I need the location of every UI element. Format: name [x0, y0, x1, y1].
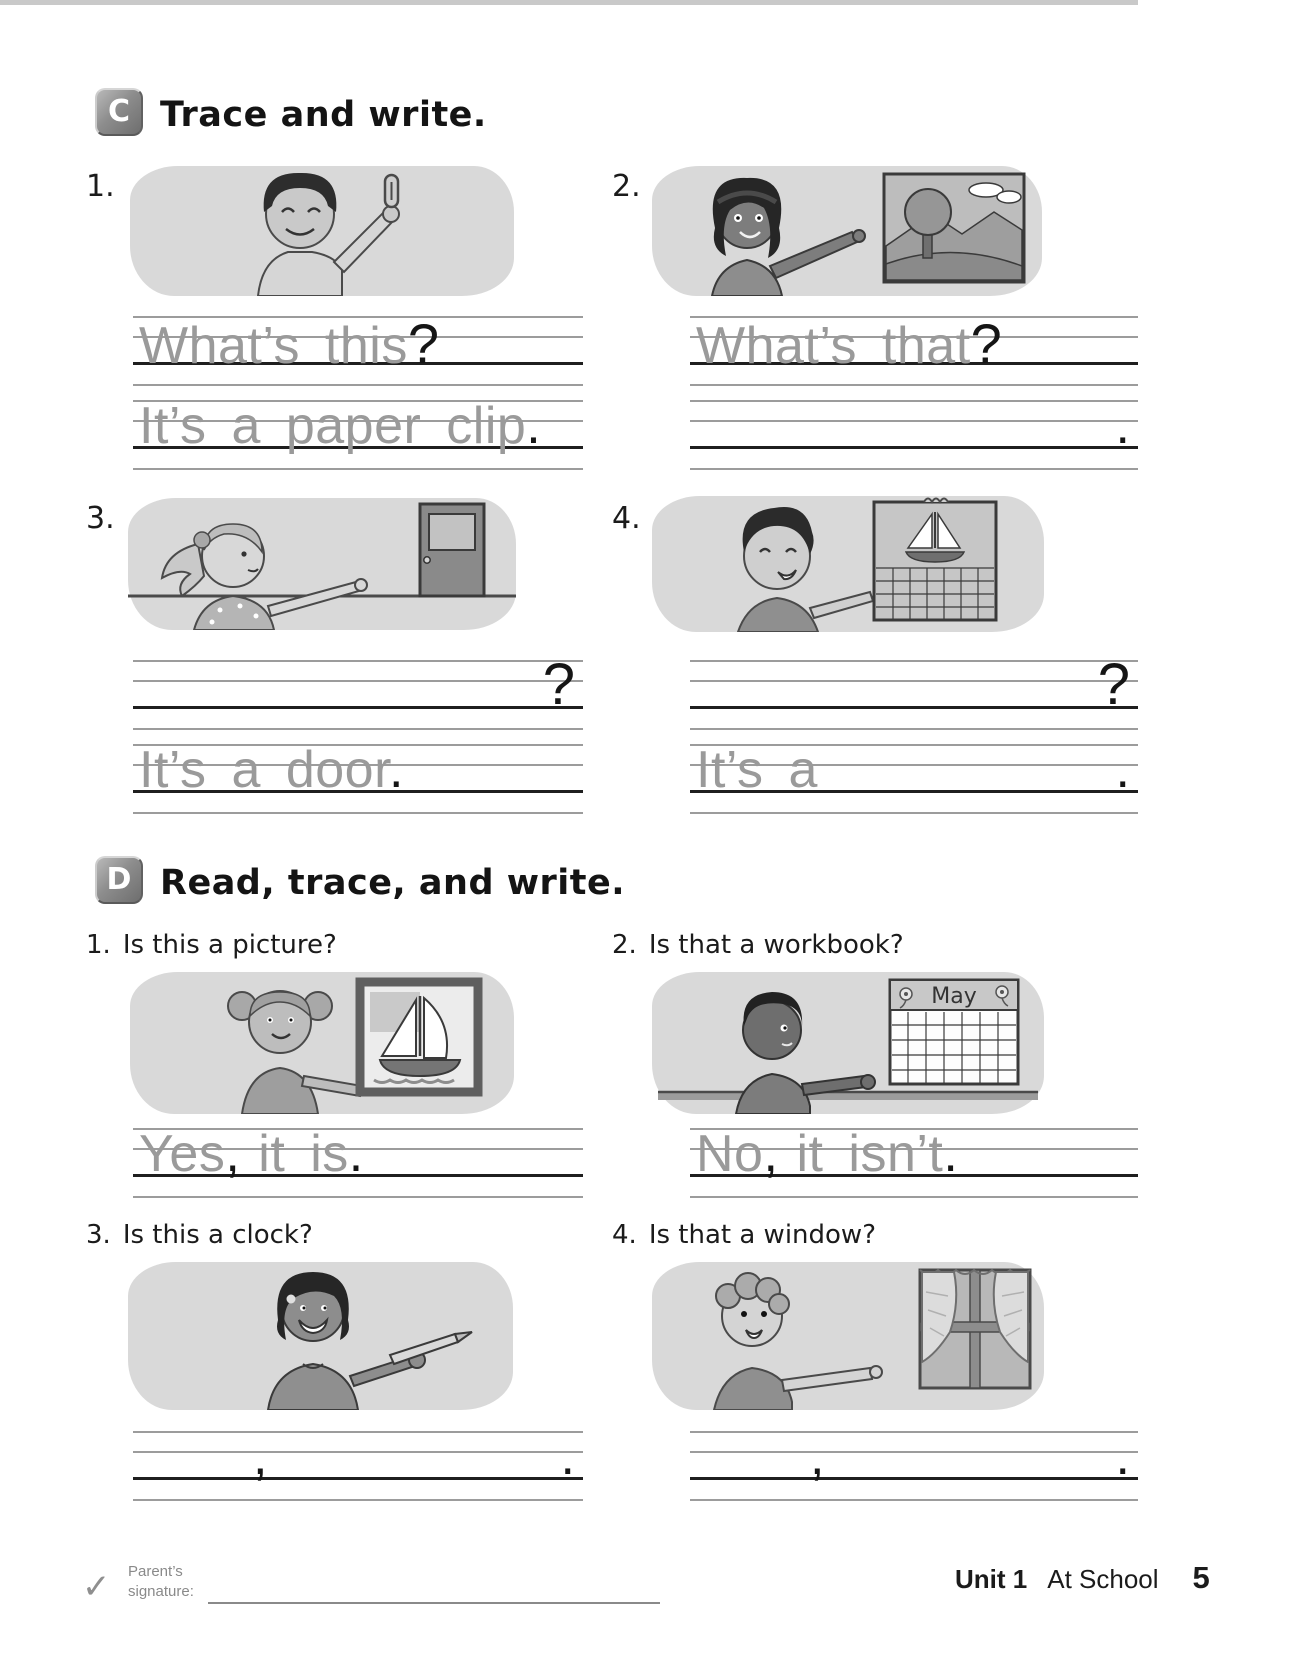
period: . [526, 397, 542, 455]
exercise-c3-number: 3. [86, 501, 115, 536]
question-d3 [86, 1222, 313, 1248]
question-d2-number: 2. [612, 930, 637, 960]
question-d3-text: Is this a clock? [122, 1220, 313, 1250]
exercise-c2-number: 2. [612, 169, 641, 204]
parents-signature-label [128, 1562, 194, 1601]
illustration-girl-pointing-at-door [128, 498, 516, 630]
period: . [1115, 1428, 1130, 1486]
question-mark: ? [407, 312, 440, 375]
page-edge-artifact [0, 0, 1138, 5]
illustration-boy-pointing-at-may-calendar [652, 972, 1044, 1114]
girl-picture-drawing [652, 166, 1042, 296]
question-mark: ? [542, 652, 575, 717]
question-mark: ? [970, 312, 1003, 375]
illustration-boy-holding-paper-clip [130, 166, 514, 296]
trace-text: It’s a [696, 741, 818, 799]
trace-row-c1-question [133, 312, 583, 386]
question-d4-number: 4. [612, 1220, 637, 1250]
period: . [1115, 397, 1130, 455]
write-row-d4-answer [690, 1428, 1138, 1501]
trace-text: What’s this [139, 317, 408, 375]
boy-window-drawing [652, 1262, 1044, 1410]
write-row-c4-question [690, 652, 1138, 730]
section-c-title: Trace and write. [160, 95, 487, 135]
illustration-girl-holding-sailboat-picture [130, 972, 514, 1114]
illustration-girl-holding-pencil [128, 1262, 513, 1410]
period: . [943, 1125, 959, 1183]
comma: , [810, 1428, 825, 1486]
trace-row-c3-answer [133, 741, 583, 814]
section-c-badge-letter: C [107, 94, 131, 129]
section-d-title: Read, trace, and write. [160, 863, 626, 903]
trace-text: No [696, 1125, 764, 1183]
trace-text: Yes [139, 1125, 226, 1183]
section-d-badge [95, 856, 143, 904]
question-d1 [86, 932, 337, 958]
section-c-badge [95, 88, 143, 136]
question-d2-text: Is that a workbook? [648, 930, 904, 960]
calendar-month-label: May [931, 984, 977, 1009]
illustration-boy-holding-calendar [652, 496, 1044, 632]
write-row-c2-answer [690, 397, 1138, 470]
period: . [389, 741, 404, 799]
exercise-c1-number: 1. [86, 169, 115, 204]
question-mark: ? [1097, 652, 1130, 717]
comma: , [763, 1125, 779, 1183]
question-d3-number: 3. [86, 1220, 111, 1250]
trace-text: It’s a paper clip [139, 397, 527, 455]
trace-row-c4-answer [690, 741, 1138, 814]
question-d2 [612, 932, 904, 958]
question-d4-text: Is that a window? [648, 1220, 876, 1250]
page-number: 5 [1192, 1560, 1210, 1595]
comma: , [253, 1428, 268, 1486]
boy-calendar-drawing [652, 496, 1044, 632]
girl-door-drawing [128, 498, 516, 630]
check-icon: ✓ [82, 1567, 111, 1607]
trace-row-c2-question [690, 312, 1138, 386]
signature-line [208, 1602, 660, 1604]
write-row-c3-question [133, 652, 583, 730]
girl-sailboat-picture-drawing [130, 972, 514, 1114]
unit-label: Unit 1 [955, 1564, 1028, 1594]
trace-row-d1-answer [133, 1125, 583, 1198]
illustration-girl-pointing-at-picture [652, 166, 1042, 296]
parents-signature-label-line1: Parent’s [128, 1563, 183, 1580]
trace-text: It’s a door [139, 741, 390, 799]
section-d-badge-letter: D [106, 862, 132, 897]
exercise-c4-number: 4. [612, 501, 641, 536]
comma: , [225, 1125, 241, 1183]
illustration-boy-pointing-at-window [652, 1262, 1044, 1410]
trace-row-c1-answer [133, 397, 583, 470]
period: . [348, 1125, 364, 1183]
girl-pencil-drawing [128, 1262, 513, 1410]
unit-title: At School [1047, 1564, 1159, 1594]
trace-text: it is [258, 1125, 349, 1183]
question-d1-text: Is this a picture? [122, 930, 337, 960]
boy-may-calendar-drawing [652, 972, 1044, 1114]
trace-text: it isn’t [796, 1125, 944, 1183]
trace-text: What’s that [696, 317, 971, 375]
write-row-d3-answer [133, 1428, 583, 1501]
parents-signature-label-line2: signature: [128, 1582, 194, 1600]
question-d4 [612, 1222, 876, 1248]
footer-unit-strip [955, 1562, 1210, 1593]
boy-paper-clip-drawing [130, 166, 514, 296]
period: . [1115, 741, 1130, 799]
question-d1-number: 1. [86, 930, 111, 960]
trace-row-d2-answer [690, 1125, 1138, 1198]
period: . [560, 1428, 575, 1486]
